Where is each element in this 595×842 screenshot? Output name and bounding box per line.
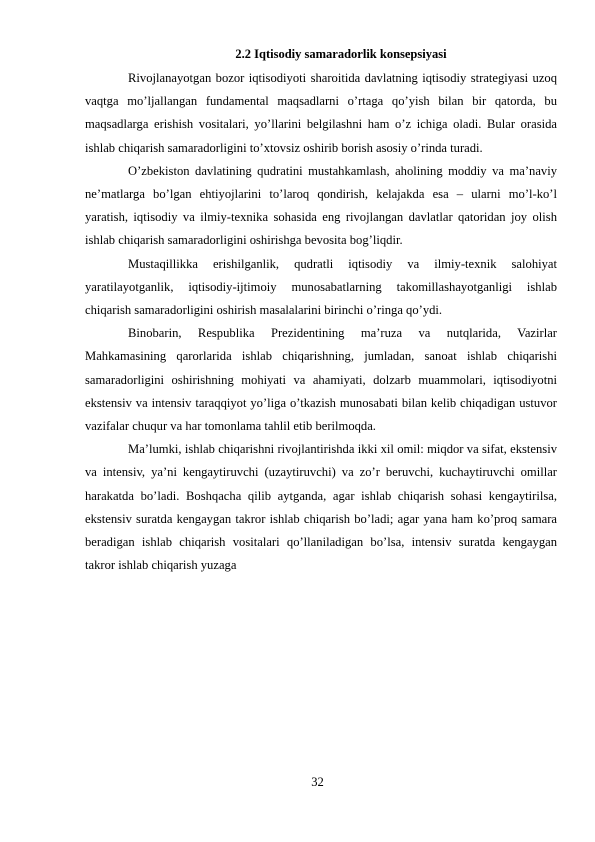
paragraph: Rivojlanayotgan bozor iqtisodiyoti sharoitida davlatning iqtisodiy strategiyasi uzoq vaqtga mo’ljallangan fundamental maqsadlarni o’rtaga qo’yish bilan bir qatorda, bu maqsadlarga erishish vositalari, yo’llarini belgilashni ham o’z ichiga oladi. Bular orasida ishlab chiqarish samaradorligini to’xtovsiz oshirib borish asosiy o’rinda turadi. bbox=[85, 71, 557, 155]
paragraph: Mustaqillikka erishilganlik, qudratli iqtisodiy va ilmiy-texnik salohiyat yaratilayotganlik, iqtisodiy-ijtimoiy munosabatlarning takomillashayotganligi ishlab chiqarish samaradorligini oshirish masalalarini birinchi o’ringa qo’ydi. bbox=[85, 256, 557, 318]
document-page bbox=[85, 45, 557, 577]
paragraph: Binobarin, Respublika Prezidentining ma’ruza va nutqlarida, Vazirlar Mahkamasining qarorlarida ishlab chiqarishning, jumladan, sanoat ishlab chiqarishi samaradorligini oshirishning mohiyati va ahamiyati, dolzarb muammolari, iqtisodiyotni ekstensiv va intensiv taraqqiyot yo’liga o’tkazish munosabati bilan kelib chiqadigan ustuvor vazifalar chuqur va har tomonlama tahlil etib berilmoqda. bbox=[85, 326, 557, 434]
page-number: 32 bbox=[311, 775, 324, 789]
section-title: 2.2 Iqtisodiy samaradorlik konsepsiyasi bbox=[235, 47, 447, 61]
paragraph: Ma’lumki, ishlab chiqarishni rivojlantirishda ikki xil omil: miqdor va sifat, ekstensiv va intensiv, ya’ni kengaytiruvchi (uzaytiruvchi) va zo’r beruvchi, kuchaytiruvchi omillar harakatda bo’ladi. Boshqacha qilib aytganda, agar ishlab chiqarish sohasi kengaytirilsa, ekstensiv suratda kengaygan takror ishlab chiqarish bo’ladi; agar yana ham ko’proq samara beradigan ishlab chiqarish vositalari qo’llaniladigan bo’lsa, intensiv suratda kengaygan takror ishlab chiqarish yuzaga bbox=[85, 442, 557, 573]
paragraph: O’zbekiston davlatining qudratini mustahkamlash, aholining moddiy va ma’naviy ne’matlarga bo’lgan ehtiyojlarini to’laroq qondirish, kelajakda esa – ularni mo’l-ko’l yaratish, iqtisodiy va ilmiy-texnika sohasida eng rivojlangan davlatlar qatoridan joy olish ishlab chiqarish samaradorligini oshirishga bevosita bog’liqdir. bbox=[85, 163, 557, 248]
